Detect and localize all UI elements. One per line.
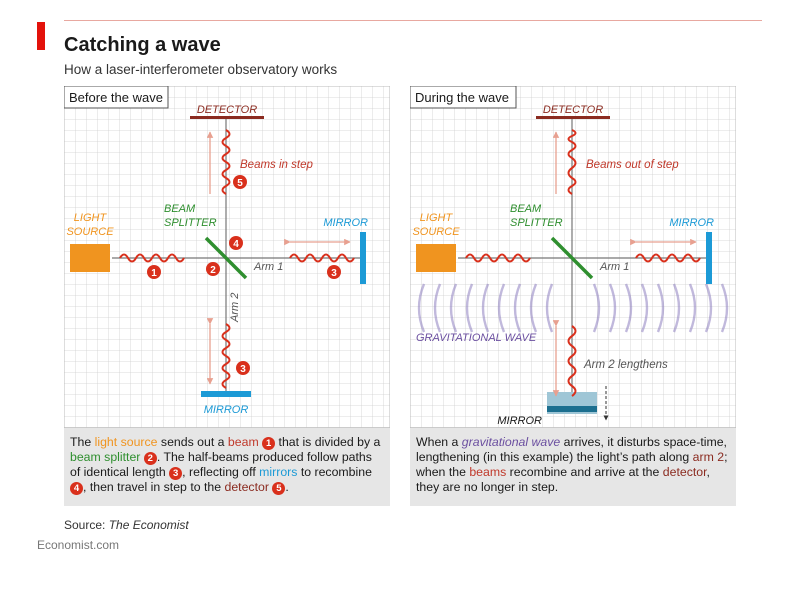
right-mirror-label: MIRROR bbox=[323, 217, 368, 229]
caption-beams: beams bbox=[469, 465, 507, 479]
marker-3-arm1 bbox=[327, 265, 341, 279]
detector-label: DETECTOR bbox=[542, 104, 604, 116]
panel-during-the-wave bbox=[410, 86, 736, 506]
page-subtitle: How a laser-interferometer observatory works bbox=[64, 62, 338, 77]
bottom-mirror bbox=[201, 391, 251, 397]
beam-splitter-label-2: SPLITTER bbox=[164, 217, 217, 229]
brand-red-tag bbox=[37, 22, 45, 50]
marker-3-arm2 bbox=[236, 361, 250, 375]
panel-title: During the wave bbox=[415, 90, 509, 105]
light-source-label-1: LIGHT bbox=[419, 212, 453, 224]
caption-during: When a gravitational wave arrives, it disturbs space-time, lengthening (in this example) the light’s path along arm 2; when the beams recombine and arrive at the detector, they are no longer in step. bbox=[410, 428, 736, 506]
svg-text:5: 5 bbox=[237, 178, 243, 189]
bottom-mirror-label: MIRROR bbox=[203, 404, 249, 416]
marker-5 bbox=[233, 175, 247, 189]
marker-4 bbox=[229, 236, 243, 250]
before-diagram bbox=[64, 86, 390, 428]
light-source-box bbox=[70, 244, 110, 272]
detector-bar bbox=[190, 116, 264, 119]
light-source-label-2: SOURCE bbox=[412, 226, 460, 238]
bottom-mirror bbox=[547, 406, 597, 412]
caption-marker-1: 1 bbox=[262, 437, 275, 450]
panel-title: Before the wave bbox=[69, 90, 163, 105]
top-rule bbox=[64, 20, 762, 21]
caption-beam: beam bbox=[227, 435, 259, 449]
detector-label: DETECTOR bbox=[196, 104, 258, 116]
caption-before: The light source sends out a beam 1 that is divided by a beam splitter 2 . The half-beams produced follow paths of identical length 3 , reflecting off mirrors to recombine 4 , then travel in step to the detector 5 . bbox=[64, 428, 390, 506]
beam-splitter-label-1: BEAM bbox=[510, 203, 542, 215]
caption-marker-4: 4 bbox=[70, 482, 83, 495]
bottom-mirror-label: MIRROR bbox=[497, 415, 542, 427]
detector-bar bbox=[536, 116, 610, 119]
during-diagram bbox=[410, 86, 736, 428]
svg-text:3: 3 bbox=[240, 364, 246, 375]
marker-1 bbox=[147, 265, 161, 279]
light-source-label-1: LIGHT bbox=[73, 212, 107, 224]
right-mirror bbox=[360, 232, 366, 284]
beams-in-step-label: Beams in step bbox=[240, 159, 313, 171]
arm2-label: Arm 2 bbox=[229, 292, 241, 322]
right-mirror-label: MIRROR bbox=[669, 217, 714, 229]
caption-detector: detector bbox=[224, 480, 269, 494]
caption-beam-splitter: beam splitter bbox=[70, 450, 141, 464]
caption-marker-2: 2 bbox=[144, 452, 157, 465]
caption-arm2: arm 2 bbox=[692, 450, 725, 464]
svg-text:3: 3 bbox=[331, 268, 337, 279]
source-name: The Economist bbox=[108, 518, 189, 532]
footer-credit: Economist.com bbox=[37, 538, 120, 552]
beam-splitter-label-1: BEAM bbox=[164, 203, 196, 215]
marker-2 bbox=[206, 262, 220, 276]
beams-out-of-step-label: Beams out of step bbox=[586, 159, 679, 171]
page-title: Catching a wave bbox=[64, 34, 221, 56]
light-source-label-2: SOURCE bbox=[66, 226, 114, 238]
svg-text:4: 4 bbox=[233, 239, 239, 250]
caption-gravitational-wave: gravitational wave bbox=[461, 435, 561, 449]
svg-text:2: 2 bbox=[210, 265, 216, 276]
caption-light-source: light source bbox=[94, 435, 158, 449]
arm1-label: Arm 1 bbox=[600, 261, 630, 273]
source-note: Source: The Economist bbox=[64, 518, 189, 532]
arm2-lengthens-label: Arm 2 lengthens bbox=[584, 359, 668, 371]
svg-text:1: 1 bbox=[151, 268, 157, 279]
caption-marker-5: 5 bbox=[272, 482, 285, 495]
caption-detector: detector bbox=[662, 465, 707, 479]
panel-before-the-wave bbox=[64, 86, 390, 506]
beam-splitter-label-2: SPLITTER bbox=[510, 217, 563, 229]
caption-marker-3: 3 bbox=[169, 467, 182, 480]
right-mirror bbox=[706, 232, 712, 284]
light-source-box bbox=[416, 244, 456, 272]
gravitational-wave-label: GRAVITATIONAL WAVE bbox=[416, 332, 537, 344]
caption-mirrors: mirrors bbox=[259, 465, 298, 479]
arm1-label: Arm 1 bbox=[254, 261, 284, 273]
